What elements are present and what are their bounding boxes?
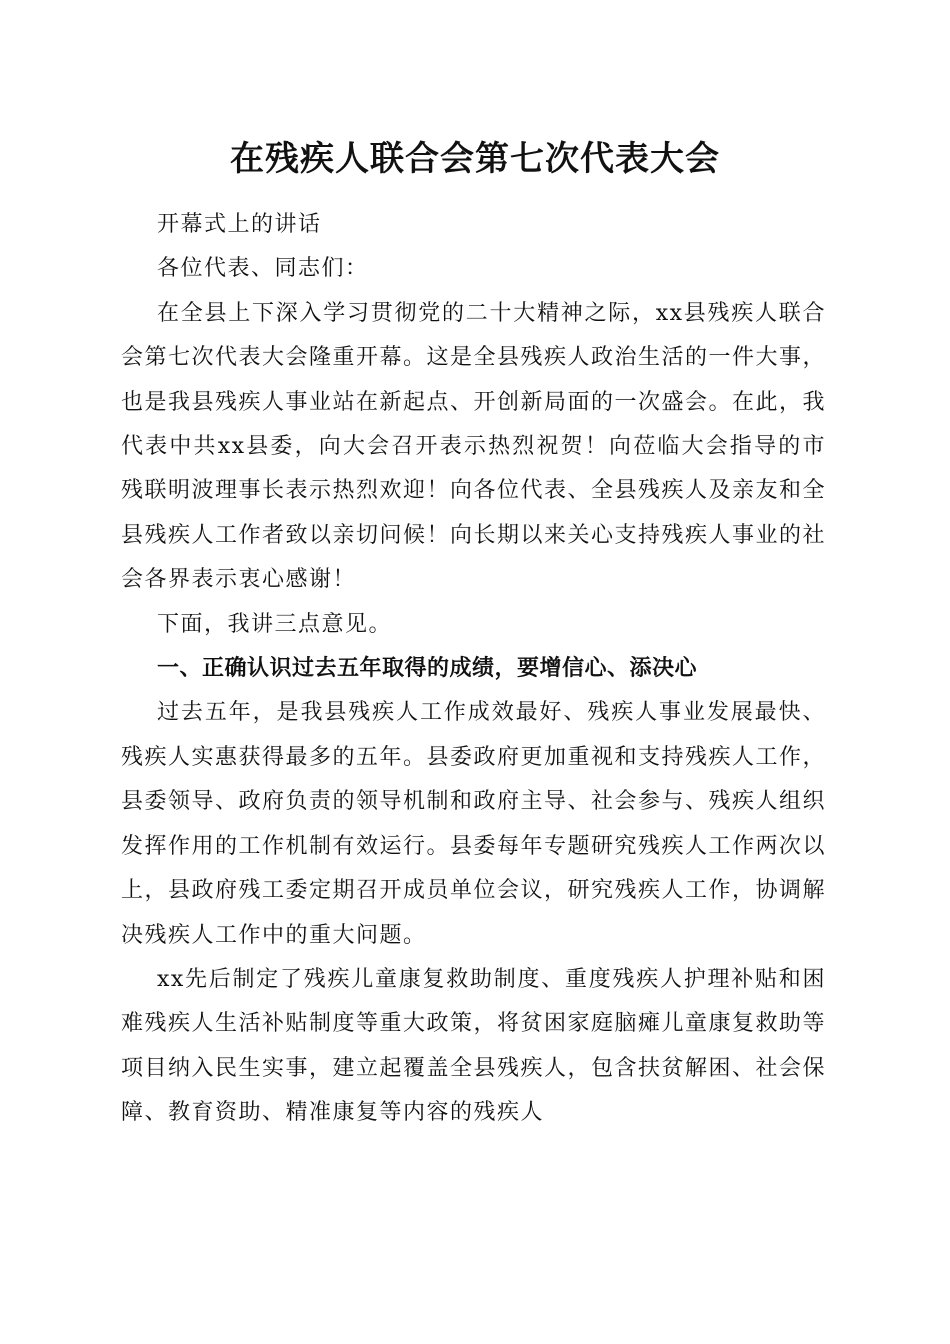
subtitle-paragraph: 开幕式上的讲话 (157, 212, 322, 237)
opening-paragraph: 在全县上下深入学习贯彻党的二十大精神之际，xx县残疾人联合会第七次代表大会隆重开幕。这是全县残疾人政治生活的一件大事，也是我县残疾人事业站在新起点、开创新局面的一次盛会。在此，我代表中共xx县委，向大会召开表示热烈祝贺！向莅临大会指导的市残联明波理事长表示热烈欢迎！向各位代表、全县残疾人及亲友和全县残疾人工作者致以亲切问候！向长期以来关心支持残疾人事业的社会各界表示衷心感谢！ (121, 300, 827, 593)
transition-paragraph: 下面，我讲三点意见。 (157, 611, 393, 637)
section-paragraph: 过去五年，是我县残疾人工作成效最好、残疾人事业发展最快、残疾人实惠获得最多的五年。县委政府更加重视和支持残疾人工作，县委领导、政府负责的领导机制和政府主导、社会参与、残疾人组织发挥作用的工作机制有效运行。县委每年专题研究残疾人工作两次以上，县政府残工委定期召开成员单位会议，研究残疾人工作，协调解决残疾人工作中的重大问题。 (121, 700, 827, 948)
document-body (121, 200, 826, 1136)
document-title: 在残疾人联合会第七次代表大会 (230, 139, 720, 179)
section-paragraph: xx先后制定了残疾儿童康复救助制度、重度残疾人护理补贴和困难残疾人生活补贴制度等重大政策，将贫困家庭脑瘫儿童康复救助等项目纳入民生实事，建立起覆盖全县残疾人，包含扶贫解困、社会保障、教育资助、精准康复等内容的残疾人 (121, 966, 827, 1126)
salutation-paragraph: 各位代表、同志们： (157, 256, 369, 282)
section-heading: 一、正确认识过去五年取得的成绩，要增信心、添决心 (157, 656, 698, 682)
